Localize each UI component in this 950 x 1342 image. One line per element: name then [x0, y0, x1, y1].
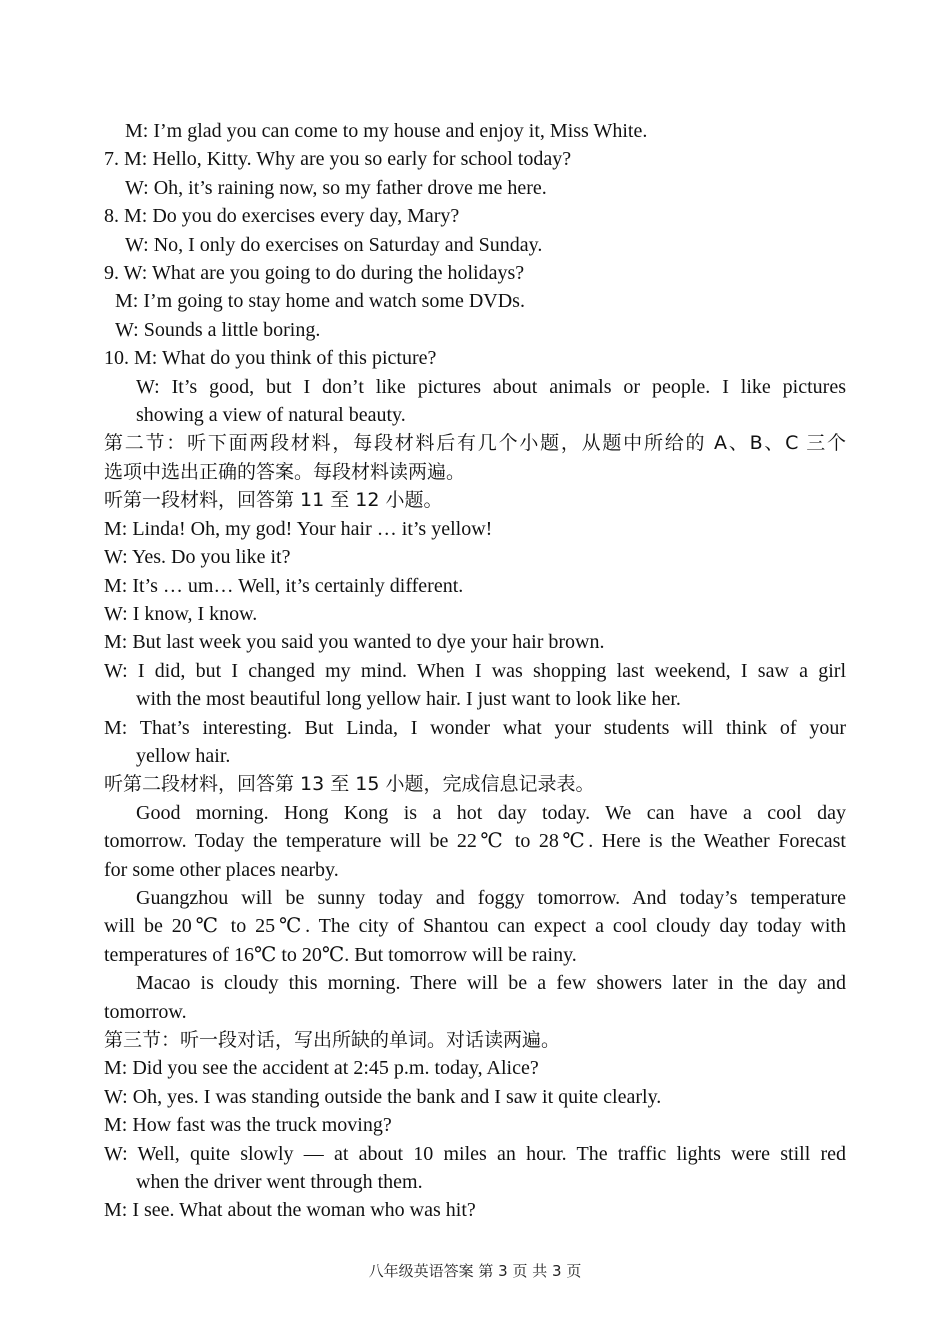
- text-line: 听第二段材料，回答第 13 至 15 小题，完成信息记录表。: [104, 773, 595, 796]
- text-line: M: I’m going to stay home and watch some DVDs.: [115, 290, 525, 313]
- text-line: 第三节：听一段对话，写出所缺的单词。对话读两遍。: [104, 1029, 561, 1051]
- text-line: 9. W: What are you going to do during the holidays?: [104, 262, 525, 285]
- text-line: W: I know, I know.: [104, 602, 258, 625]
- text-line: M: I’m glad you can come to my house and enjoy it, Miss White.: [125, 120, 648, 142]
- text-line: W: Yes. Do you like it?: [104, 546, 291, 569]
- text-line: tomorrow.: [104, 1000, 187, 1023]
- text-line: yellow hair.: [136, 744, 231, 767]
- text-line: M: But last week you said you wanted to dye your hair brown.: [104, 631, 605, 654]
- text-line: showing a view of natural beauty.: [136, 404, 406, 427]
- text-line: 7. M: Hello, Kitty. Why are you so early for school today?: [104, 148, 572, 171]
- text-line: 第二节：听下面两段材料，每段材料后有几个小题，从题中所给的 A、B、C 三个: [104, 432, 846, 455]
- text-line: W: No, I only do exercises on Saturday and Sunday.: [125, 233, 543, 256]
- text-line: M: Linda! Oh, my god! Your hair … it’s yellow!: [104, 517, 493, 540]
- text-line: W: Oh, yes. I was standing outside the bank and I saw it quite clearly.: [104, 1085, 662, 1108]
- text-line: W: Well, quite slowly — at about 10 miles an hour. The traffic lights were still red: [104, 1142, 846, 1165]
- text-line: M: It’s … um… Well, it’s certainly different.: [104, 574, 464, 597]
- text-line: M: How fast was the truck moving?: [104, 1114, 392, 1137]
- text-line: M: That’s interesting. But Linda, I wonder what your students will think of your: [104, 716, 846, 739]
- text-line: temperatures of 16℃ to 20℃. But tomorrow will be rainy.: [104, 943, 577, 966]
- text-line: tomorrow. Today the temperature will be 22℃ to 28℃. Here is the Weather Forecast: [104, 830, 846, 853]
- text-line: W: I did, but I changed my mind. When I was shopping last weekend, I saw a girl: [104, 659, 846, 682]
- text-line: M: I see. What about the woman who was hit?: [104, 1199, 476, 1222]
- text-line: Guangzhou will be sunny today and foggy tomorrow. And today’s temperature: [136, 886, 846, 909]
- page-footer: 八年级英语答案 第 3 页 共 3 页: [368, 1262, 582, 1280]
- text-line: 听第一段材料，回答第 11 至 12 小题。: [104, 489, 443, 512]
- transcript-body: [104, 117, 846, 1225]
- text-line: W: Sounds a little boring.: [115, 318, 321, 341]
- text-line: with the most beautiful long yellow hair. I just want to look like her.: [136, 688, 681, 711]
- text-line: 选项中选出正确的答案。每段材料读两遍。: [104, 460, 466, 483]
- text-line: 10. M: What do you think of this picture?: [104, 347, 437, 370]
- text-line: when the driver went through them.: [136, 1171, 423, 1194]
- text-line: M: Did you see the accident at 2:45 p.m. today, Alice?: [104, 1057, 539, 1080]
- text-line: W: It’s good, but I don’t like pictures about animals or people. I like pictures: [136, 375, 846, 398]
- text-line: 8. M: Do you do exercises every day, Mary?: [104, 205, 460, 228]
- text-line: Macao is cloudy this morning. There will be a few showers later in the day and: [136, 972, 846, 995]
- text-line: Good morning. Hong Kong is a hot day today. We can have a cool day: [136, 801, 846, 824]
- text-line: will be 20℃ to 25℃. The city of Shantou can expect a cool cloudy day today with: [104, 915, 846, 938]
- text-line: W: Oh, it’s raining now, so my father drove me here.: [125, 176, 547, 199]
- text-line: for some other places nearby.: [104, 858, 339, 881]
